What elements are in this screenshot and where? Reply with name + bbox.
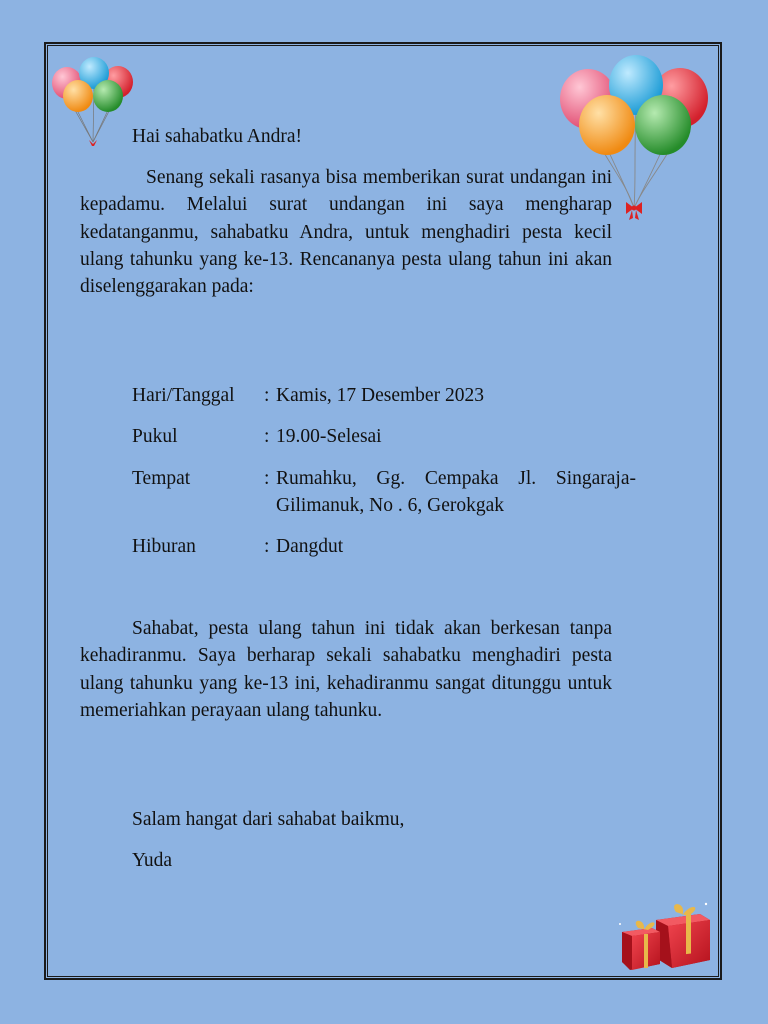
detail-value: Rumahku, Gg. Cempaka Jl. Singaraja-Gilimanuk, No . 6, Gerokgak <box>276 467 636 516</box>
detail-colon: : <box>264 385 270 406</box>
detail-value: Kamis, 17 Desember 2023 <box>276 385 484 406</box>
detail-label: Tempat <box>132 467 191 489</box>
letter-signature: Yuda <box>132 850 173 871</box>
detail-value: 19.00-Selesai <box>276 426 382 448</box>
detail-row-date <box>132 382 636 409</box>
gift-boxes-icon <box>616 898 714 974</box>
detail-label: Pukul <box>132 426 178 448</box>
detail-row-time <box>132 423 636 450</box>
detail-label: Hiburan <box>132 536 196 558</box>
paragraph-2-text: Sahabat, pesta ulang tahun ini tidak akan berkesan tanpa kehadiranmu. Saya berharap sekali sahabatku menghadiri pesta ulang tahunku yang ke-13 ini, kehadiranmu sangat ditunggu untuk memeriahkan perayaan ulang tahunku. <box>80 618 612 721</box>
letter-greeting: Hai sahabatku Andra! <box>132 126 303 147</box>
balloons-icon <box>50 56 136 150</box>
detail-colon: : <box>264 426 270 448</box>
detail-label: Hari/Tanggal <box>132 385 235 406</box>
detail-row-entertainment <box>132 533 636 560</box>
detail-value: Dangdut <box>276 536 344 558</box>
detail-row-place <box>132 465 636 520</box>
letter-closing: Salam hangat dari sahabat baikmu, <box>132 809 405 830</box>
paragraph-1-text: Senang sekali rasanya bisa memberikan surat undangan ini kepadamu. Melalui surat undangan ini saya mengharap kedatanganmu, sahabatku Andra, untuk menghadiri pesta kecil ulang tahunku yang ke-13. Rencananya pesta ulang tahun ini akan diselenggarakan pada: <box>80 167 612 298</box>
detail-colon: : <box>264 467 270 489</box>
letter-paragraph-2 <box>80 615 612 724</box>
letter-paragraph-1 <box>80 164 612 300</box>
event-details <box>132 382 636 574</box>
detail-colon: : <box>264 536 270 558</box>
